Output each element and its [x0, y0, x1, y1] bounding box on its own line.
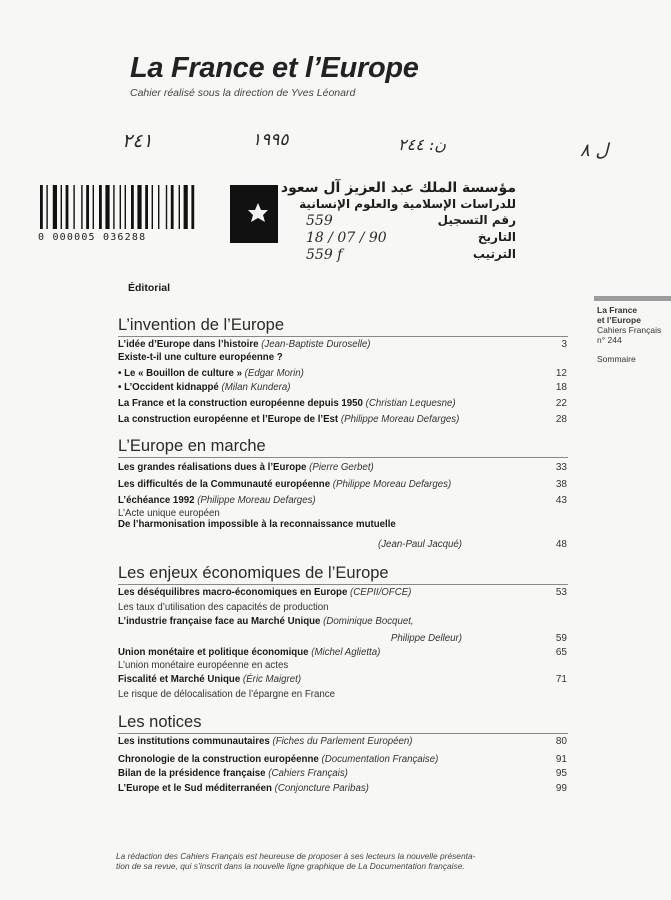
toc-entry-title: Les institutions communautaires: [118, 736, 270, 747]
toc-entry: [118, 754, 438, 765]
toc-page-number: 80: [555, 736, 567, 747]
publication-title: La France et l’Europe: [130, 52, 419, 84]
stamp-line-1: مؤسسة الملك عبد العزيز آل سعود: [280, 180, 516, 196]
toc-entry-title: Union monétaire et politique économique: [118, 647, 309, 658]
toc-entry-author: (Éric Maigret): [242, 674, 302, 685]
toc-subtitle: Le risque de délocalisation de l’épargne en France: [118, 689, 336, 700]
toc-page-number: 53: [555, 587, 567, 598]
toc-entry-title: La construction européenne et l’Europe de l’Est: [118, 414, 339, 425]
toc-entry: [0, 633, 462, 644]
toc-page-number: 91: [555, 754, 567, 765]
toc-entry: [118, 616, 414, 627]
toc-entry: [118, 783, 369, 794]
toc-entry-author: (Conjoncture Paribas): [274, 783, 369, 794]
barcode-number: 0 000005 036288: [38, 232, 147, 243]
toc-entry-author: (Jean-Baptiste Duroselle): [261, 339, 371, 350]
toc-entry: [118, 368, 304, 379]
toc-entry-author: (Pierre Gerbet): [309, 462, 374, 473]
toc-entry: [118, 479, 451, 490]
publication-subtitle: Cahier réalisé sous la direction de Yves Léonard: [130, 87, 356, 99]
toc-entry: [118, 647, 380, 658]
toc-entry: [118, 736, 413, 747]
toc-entry-author: (Philippe Moreau Defarges): [340, 414, 460, 425]
sidebar-issue: n° 244: [597, 335, 622, 345]
library-logo: [230, 185, 278, 243]
handwritten-note-right: ل ٨: [580, 140, 609, 161]
toc-page-number: 59: [555, 633, 567, 644]
sidebar-grey-bar: [594, 296, 671, 301]
toc-page-number: 3: [561, 339, 567, 350]
toc-page-number: 48: [555, 539, 567, 550]
toc-entry: [118, 519, 396, 530]
toc-entry-title: L’idée d’Europe dans l’histoire: [118, 339, 259, 350]
toc-entry-title: Les difficultés de la Communauté européenne: [118, 479, 331, 490]
toc-page-number: 33: [555, 462, 567, 473]
section-title: Les notices: [118, 713, 202, 731]
toc-entry-author: (Dominique Bocquet,: [323, 616, 414, 627]
stamp-label-order: الترتيب: [472, 247, 516, 261]
toc-page-number: 71: [555, 674, 567, 685]
toc-subtitle: L’Acte unique européen: [118, 508, 220, 519]
section-rule: [118, 733, 568, 734]
toc-page-number: 22: [555, 398, 567, 409]
toc-entry-title: L’Europe et le Sud méditerranéen: [118, 783, 272, 794]
stamp-date-value: 18 / 07 / 90: [306, 230, 387, 246]
toc-entry: [118, 339, 371, 350]
toc-entry-author: Philippe Delleur): [390, 633, 462, 644]
sidebar-sommaire: Sommaire: [597, 354, 636, 364]
handwritten-note-year: ١٩٩٥: [252, 130, 289, 150]
toc-entry-title: L’échéance 1992: [118, 495, 195, 506]
toc-subtitle: L’union monétaire européenne en actes: [118, 660, 289, 671]
toc-entry: [118, 382, 290, 393]
toc-page-number: 28: [555, 414, 567, 425]
toc-entry-title: Bilan de la présidence française: [118, 768, 266, 779]
stamp-label-registration: رقم التسجيل: [437, 213, 516, 227]
toc-entry-title: L’industrie française face au Marché Unique: [118, 616, 321, 627]
toc-entry-author: (Jean-Paul Jacqué): [377, 539, 462, 550]
section-rule: [118, 336, 568, 337]
library-stamp: [280, 180, 516, 263]
toc-page-number: 38: [555, 479, 567, 490]
toc-entry: [118, 495, 316, 506]
toc-entry-author: (Milan Kundera): [221, 382, 291, 393]
toc-entry-title: • Le « Bouillon de culture »: [118, 368, 242, 379]
sidebar-journal: Cahiers Français: [597, 325, 662, 335]
toc-entry-author: (CEPII/OFCE): [350, 587, 412, 598]
toc-subtitle: Les taux d’utilisation des capacités de production: [118, 602, 329, 613]
toc-page-number: 95: [555, 768, 567, 779]
toc-page-number: 18: [555, 382, 567, 393]
handwritten-note-left: ٢٤١: [122, 130, 153, 152]
star-emblem-icon: [230, 185, 278, 243]
handwritten-note-number: ن: ٢٤٤: [398, 135, 447, 154]
toc-entry-author: (Edgar Morin): [244, 368, 304, 379]
toc-page-number: 65: [555, 647, 567, 658]
section-title: L’Europe en marche: [118, 437, 266, 455]
toc-page-number: 43: [555, 495, 567, 506]
editorial-label: Éditorial: [128, 282, 171, 294]
toc-page-number: 99: [555, 783, 567, 794]
toc-entry: [118, 587, 411, 598]
section-title: L’invention de l’Europe: [118, 316, 285, 334]
toc-entry: [118, 414, 459, 425]
toc-entry-author: (Michel Aglietta): [311, 647, 381, 658]
toc-entry-author: (Cahiers Français): [268, 768, 348, 779]
toc-entry-title: La France et la construction européenne depuis 1950: [118, 398, 363, 409]
toc-page-number: 12: [555, 368, 567, 379]
toc-entry-title: Fiscalité et Marché Unique: [118, 674, 241, 685]
toc-entry: [118, 674, 301, 685]
toc-entry: [118, 398, 456, 409]
toc-entry: [118, 352, 283, 363]
toc-entry-title: Les grandes réalisations dues à l’Europe: [118, 462, 307, 473]
toc-entry-author: (Philippe Moreau Defarges): [332, 479, 452, 490]
toc-entry-title: De l’harmonisation impossible à la reconnaissance mutuelle: [118, 519, 396, 530]
sidebar-title-1: La France: [597, 305, 638, 315]
barcode-image: [38, 185, 218, 235]
footer-note-line-1: La rédaction des Cahiers Français est heureuse de proposer à ses lecteurs la nouvelle présenta-: [116, 851, 476, 861]
toc-entry-author: (Fiches du Parlement Européen): [272, 736, 413, 747]
footer-note-line-2: tion de sa revue, qui s’inscrit dans la nouvelle ligne graphique de La Documentation française.: [116, 861, 465, 871]
toc-entry: [118, 768, 348, 779]
toc-entry-title: • L’Occident kidnappé: [118, 382, 219, 393]
stamp-registration-value: 559: [306, 213, 333, 229]
sidebar-title-2: et l’Europe: [597, 315, 641, 325]
stamp-line-2: للدراسات الإسلامية والعلوم الإنسانية: [299, 197, 516, 211]
toc-entry-author: (Philippe Moreau Defarges): [197, 495, 316, 506]
toc-entry: [118, 462, 374, 473]
toc-entry: [0, 539, 462, 550]
toc-entry-title: Existe-t-il une culture européenne ?: [118, 352, 283, 363]
section-rule: [118, 584, 568, 585]
stamp-label-date: التاريخ: [477, 230, 516, 244]
toc-entry-title: Les déséquilibres macro-économiques en Europe: [118, 587, 348, 598]
stamp-order-value: 559 f: [306, 247, 343, 263]
section-title: Les enjeux économiques de l’Europe: [118, 564, 389, 582]
section-rule: [118, 457, 568, 458]
toc-entry-title: Chronologie de la construction européenne: [118, 754, 319, 765]
toc-entry-author: (Documentation Française): [321, 754, 439, 765]
toc-entry-author: (Christian Lequesne): [365, 398, 456, 409]
